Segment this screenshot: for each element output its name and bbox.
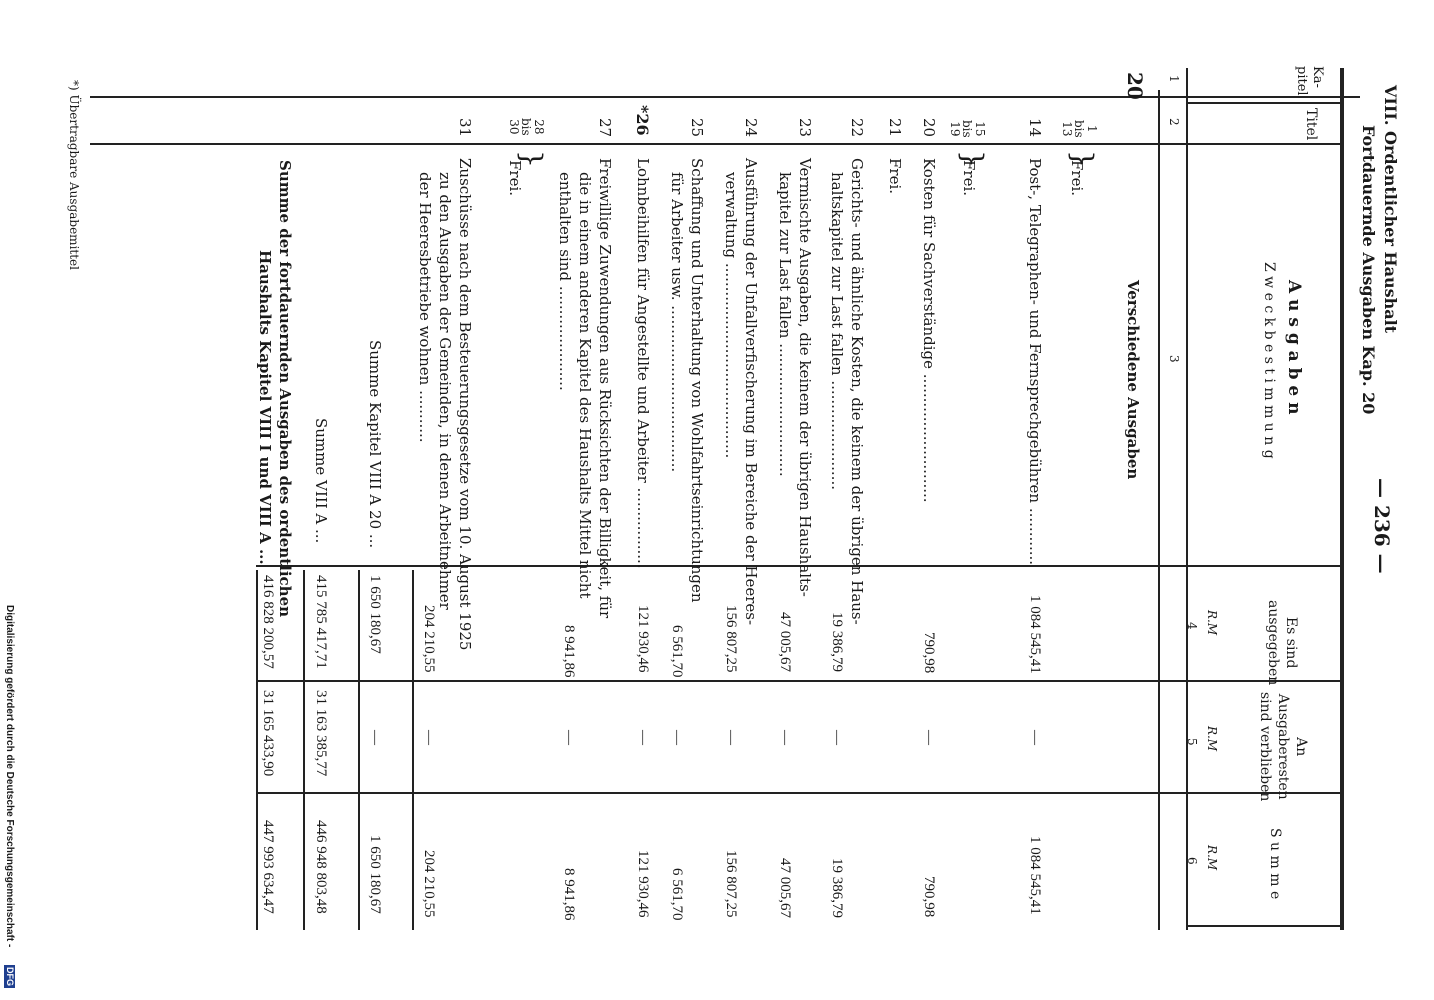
row-summe: 8 941,86 bbox=[561, 868, 577, 921]
total-label: Summe VIII A ... bbox=[312, 418, 330, 544]
section-heading: Verschiedene Ausgaben bbox=[1124, 280, 1142, 480]
colnum-rule bbox=[1158, 90, 1160, 930]
total-rule-3 bbox=[303, 570, 305, 930]
total-reste: 31 163 385,77 bbox=[313, 690, 329, 777]
section-title: VIII. Ordentlicher Haushalt bbox=[1381, 85, 1400, 334]
page-number: — 236 — bbox=[1370, 478, 1394, 574]
colnum-1: 1 bbox=[1167, 75, 1181, 83]
colnum-6: 6 bbox=[1185, 857, 1199, 865]
row-text: Frei. bbox=[506, 160, 524, 197]
row-text-line2: die in einem anderen Kapitel des Haushalts Mittel nicht bbox=[576, 172, 594, 599]
total-ausgegeben: 1 650 180,67 bbox=[367, 575, 383, 654]
row-ausgegeben: 8 941,86 bbox=[561, 625, 577, 678]
row-titel: 14 bbox=[1026, 118, 1044, 138]
top-border-rule bbox=[1340, 68, 1344, 930]
row-text: Gerichts- und ähnliche Kosten, die keinem der übrigen Haus- bbox=[848, 158, 866, 625]
row-text: Post-, Telegraphen- und Fernsprechgebühren ............ bbox=[1026, 158, 1044, 566]
col-zweckbestimmung-header: Z w e c k b e s t i m m u n g bbox=[1261, 262, 1277, 459]
colnum-2: 2 bbox=[1167, 118, 1181, 126]
digitization-credit: Digitalisierung gefördert durch die Deutsche Forschungsgemeinschaft - bbox=[4, 605, 15, 948]
row-reste: — bbox=[921, 730, 937, 745]
total-label: Summe Kapitel VIII A 20 ... bbox=[366, 340, 384, 549]
col-kapitel-header: Ka- pitel bbox=[1294, 66, 1325, 96]
row-ausgegeben: 6 561,70 bbox=[669, 625, 685, 678]
row-ausgegeben: 790,98 bbox=[921, 632, 937, 674]
row-ausgegeben: 156 807,25 bbox=[723, 605, 739, 673]
row-text-line2: verwaltung ......................................... bbox=[722, 172, 740, 459]
total-ausgegeben: 416 828 200,57 bbox=[260, 575, 276, 669]
row-ausgegeben: 1 084 545,41 bbox=[1027, 595, 1043, 674]
row-text-line2: kapitel zur Last fallen ............................ bbox=[776, 172, 794, 477]
row-summe: 790,98 bbox=[921, 876, 937, 918]
section-subtitle: Fortdauernde Ausgaben Kap. 20 bbox=[1359, 125, 1378, 415]
row-summe: 156 807,25 bbox=[723, 850, 739, 918]
row-titel: *26 bbox=[633, 105, 652, 136]
col-ausgaberesten-header: An Ausgaberesten sind verblieben bbox=[1256, 692, 1309, 802]
row-titel: 15 bis 19 bbox=[947, 120, 987, 138]
row-text: Schaffung und Unterhaltung von Wohlfahrtseinrichtungen bbox=[688, 158, 706, 603]
row-titel: 22 bbox=[848, 118, 866, 138]
row-brace: } bbox=[515, 150, 548, 168]
row-text-line3: enthalten sind ...................... bbox=[556, 172, 574, 391]
row-text-line2: zu den Ausgaben der Gemeinden, in denen Arbeitnehmer bbox=[436, 172, 454, 610]
row-titel: 20 bbox=[920, 118, 938, 138]
row-titel: 21 bbox=[886, 118, 904, 138]
row-text: Frei. bbox=[886, 158, 904, 195]
colnum-3: 3 bbox=[1167, 355, 1181, 363]
total-label: Summe der fortdauernden Ausgaben des ordentlichen bbox=[276, 160, 294, 618]
row-titel: 31 bbox=[456, 118, 474, 138]
row-text: Freiwillige Zuwendungen aus Rücksichten der Billigkeit, für bbox=[596, 158, 614, 619]
row-reste: — bbox=[635, 730, 651, 745]
col5-rule bbox=[256, 680, 1340, 682]
row-summe: 6 561,70 bbox=[669, 868, 685, 921]
row-reste: — bbox=[561, 730, 577, 745]
col6-rule bbox=[256, 792, 1340, 794]
dfg-logo: DFG bbox=[5, 967, 15, 986]
total-summe: 447 993 634,47 bbox=[260, 820, 276, 914]
unit-col6: R.M bbox=[1205, 845, 1219, 871]
unit-col5: R.M bbox=[1205, 726, 1219, 752]
total-reste: 31 165 433,90 bbox=[260, 690, 276, 777]
row-titel: 25 bbox=[688, 118, 706, 138]
row-text-line2: haltskapitel zur Last fallen ....................... bbox=[828, 172, 846, 490]
row-reste: — bbox=[777, 730, 793, 745]
row-summe: 121 930,46 bbox=[635, 850, 651, 918]
total-summe: 446 948 803,48 bbox=[313, 820, 329, 914]
colnum-4: 4 bbox=[1185, 622, 1199, 630]
row-titel: 1 bis 13 bbox=[1059, 120, 1099, 138]
row-titel: 27 bbox=[596, 118, 614, 138]
row-brace: } bbox=[956, 150, 989, 168]
total-rule-1 bbox=[412, 570, 414, 930]
row-summe: 47 005,67 bbox=[777, 858, 793, 918]
row-ausgegeben: 47 005,67 bbox=[777, 612, 793, 672]
row-summe: 19 386,79 bbox=[829, 858, 845, 918]
total-rule-2 bbox=[358, 570, 360, 930]
row-titel: 24 bbox=[742, 118, 760, 138]
colnum-5: 5 bbox=[1185, 738, 1199, 746]
row-titel: 23 bbox=[796, 118, 814, 138]
row-ausgegeben: 204 210,55 bbox=[421, 605, 437, 673]
row-text: Frei. bbox=[1068, 160, 1086, 197]
col-ausgaben-header: A u s g a b e n bbox=[1284, 280, 1304, 415]
col-summe-header: S u m m e bbox=[1267, 828, 1283, 900]
footnote: *) Übertragbare Ausgabemittel bbox=[67, 80, 81, 270]
row-reste: — bbox=[723, 730, 739, 745]
row-reste: — bbox=[1027, 730, 1043, 745]
row-ausgegeben: 19 386,79 bbox=[829, 612, 845, 672]
row-text: Lohnbeihilfen für Angestellte und Arbeiter ................. bbox=[634, 158, 652, 569]
row-summe: 1 084 545,41 bbox=[1027, 836, 1043, 915]
titel-column-rule bbox=[90, 143, 1340, 145]
row-titel: 28 bis 30 bbox=[506, 118, 546, 136]
row-text-line2: für Arbeiter usw. ................................... bbox=[668, 172, 686, 473]
row-reste: — bbox=[669, 730, 685, 745]
table-left-rule bbox=[90, 96, 1360, 98]
row-text: Ausführung der Unfallverfischerung im Bereiche der Heeres- bbox=[742, 158, 760, 626]
row-text: Kosten für Sachverständige ........................... bbox=[920, 158, 938, 503]
header-bottom-rule bbox=[1186, 68, 1188, 930]
row-text-line3: der Heeresbetriebe wohnen ........... bbox=[416, 172, 434, 443]
row-text: Zuschüsse nach dem Besteuerungsgesetze vom 10. August 1925 bbox=[456, 158, 474, 651]
row-text: Frei. bbox=[960, 160, 978, 197]
col-es-sind-header: Es sind ausgegeben bbox=[1264, 600, 1299, 686]
row-ausgegeben: 121 930,46 bbox=[635, 605, 651, 673]
total-rule-4 bbox=[256, 570, 258, 930]
col-titel-header: Titel bbox=[1303, 108, 1319, 141]
row-text: Vermischte Ausgaben, die keinem der übrigen Haushalts- bbox=[796, 158, 814, 597]
col-end-rule bbox=[1186, 925, 1340, 927]
row-brace: } bbox=[1066, 150, 1099, 168]
row-summe: 204 210,55 bbox=[421, 850, 437, 918]
total-label-line2: Haushalts Kapitel VIII I und VIII A ... bbox=[256, 250, 274, 565]
total-ausgegeben: 415 785 417,71 bbox=[313, 575, 329, 669]
row-reste: — bbox=[829, 730, 845, 745]
total-summe: 1 650 180,67 bbox=[367, 835, 383, 914]
chapter-number: 20 bbox=[1123, 72, 1147, 100]
total-reste: — bbox=[367, 730, 383, 745]
kapitel-column-rule bbox=[1186, 102, 1340, 104]
unit-col4: R.M bbox=[1205, 610, 1219, 636]
row-reste: — bbox=[421, 730, 437, 745]
